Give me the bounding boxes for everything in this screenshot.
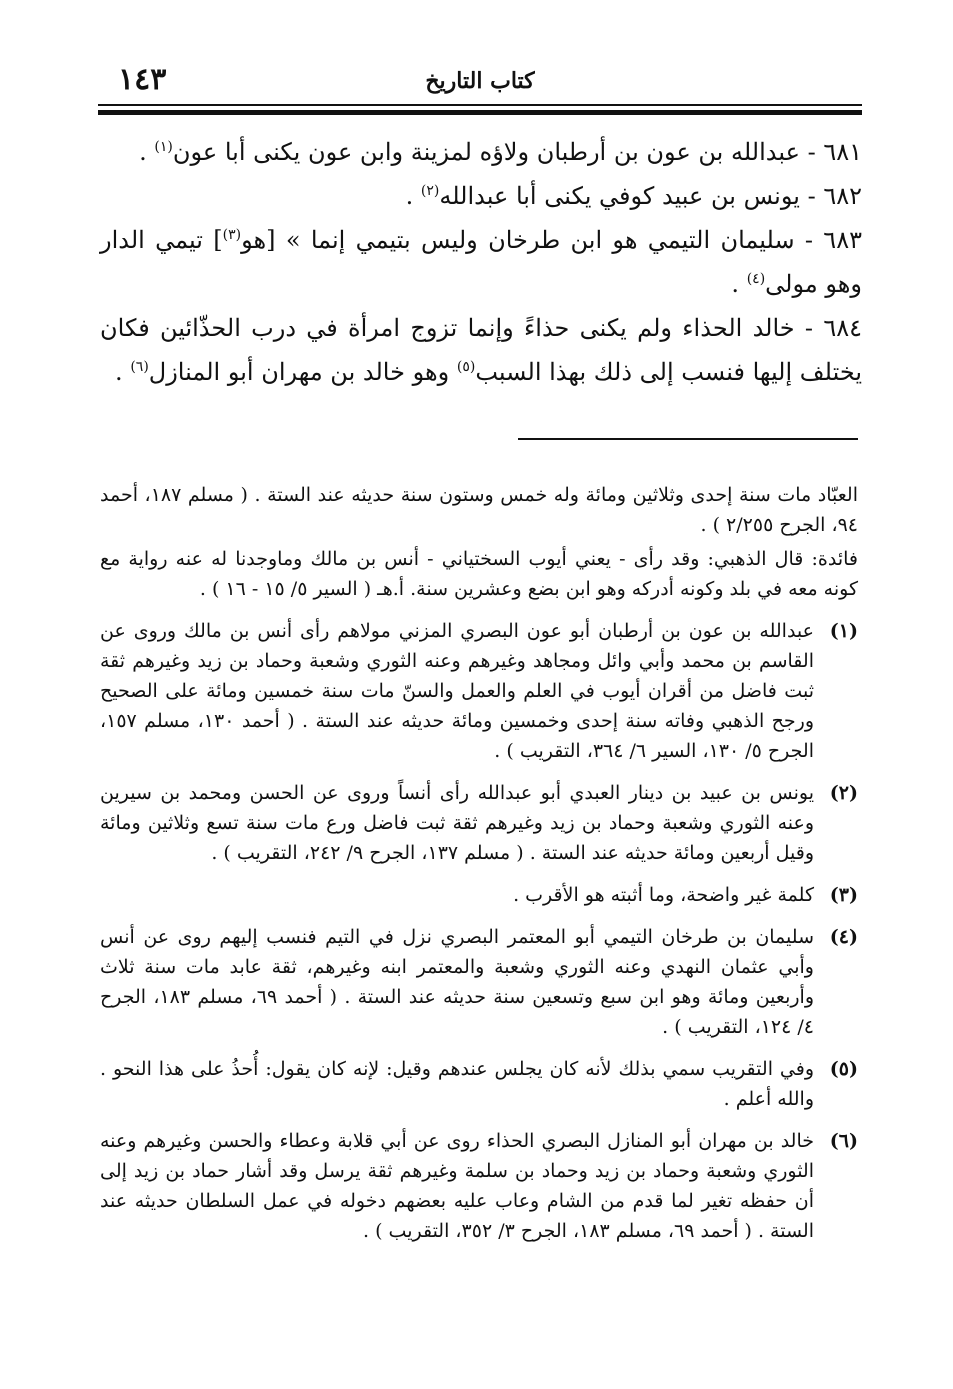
footnote-3	[100, 880, 858, 910]
entry-text: خالد الحذاء ولم يكنى حذاءً وإنما تزوج امرأة في درب الحذّائين فكان يختلف إليها فنسب إلى ذلك بهذا السبب	[100, 314, 862, 386]
footnote-5	[100, 1054, 858, 1114]
carryover-note	[100, 480, 858, 604]
footnote-ref: (٦)	[130, 359, 149, 375]
footnote-text: يونس بن عبيد بن دينار العبدي أبو عبدالله رأى أنساً وروى عن الحسن ومحمد بن سيرين وعنه الثوري وشعبة وحماد بن زيد وغيرهم ثقة ثبت فاضل ورع مات سنة تسع وثلاثين ومائة وقيل أربعين ومائة حديثه عند الستة . ( مسلم ١٣٧، الجرح ٩/ ٢٤٢، التقريب ) .	[100, 782, 814, 864]
footnote-ref: (٤)	[746, 271, 766, 287]
entry-text: يونس بن عبيد كوفي يكنى أبا عبدالله	[439, 182, 800, 210]
entry-end: .	[731, 270, 747, 298]
footnote-text: وفي التقريب سمي بذلك لأنه كان يجلس عندهم وقيل: لإنه كان يقول: أُحذُ على هذا النحو . والله أعلم .	[100, 1058, 814, 1110]
header-rule-thin	[98, 104, 862, 106]
entry-end: .	[139, 138, 155, 166]
footnote-ref: (١)	[154, 139, 173, 155]
footnote-text: عبدالله بن عون بن أرطبان أبو عون البصري المزني مولاهم رأى أنس بن مالك وروى عن القاسم بن محمد وأبي وائل ومجاهد وغيرهم وعنه الثوري وشعبة وحماد بن زيد وغيرهم ثقة ثبت فاضل من أقران أيوب في العلم والعمل والسنّ مات سنة خمسين ومائة على الصحيح ورجح الذهبي وفاته سنة إحدى وخمسين ومائة حديثه عند الستة . ( أحمد ١٣٠، مسلم ١٥٧، الجرح ٥/ ١٣٠، السير ٦/ ٣٦٤، التقريب ) .	[100, 620, 814, 762]
footnote-text: كلمة غير واضحة، وما أثبته هو الأقرب .	[513, 884, 814, 906]
carryover-paragraph: فائدة: قال الذهبي: وقد رأى - يعني أيوب السختياني - أنس بن مالك وماوجدنا له عنه رواية مع كونه معه في بلد وكونه أدركه وهو ابن بضع وعشرين سنة. أ.هـ ( السير ٥/ ١٥ - ١٦ ) .	[100, 548, 858, 600]
footnotes-section	[100, 480, 858, 1246]
entry-end: .	[115, 358, 131, 386]
footnote-1	[100, 616, 858, 766]
footnote-ref: (٢)	[420, 183, 440, 199]
main-text	[100, 130, 862, 394]
footnote-divider	[518, 438, 858, 440]
entry-number: ٦٨٣	[823, 226, 862, 254]
footnote-4	[100, 922, 858, 1042]
entry-continuation: وهو خالد بن مهران أبو المنازل	[148, 358, 457, 386]
entry-number: ٦٨٢	[823, 182, 862, 210]
entry-text: سليمان التيمي هو ابن طرخان وليس بتيمي إنما » [هو	[241, 226, 795, 254]
footnote-marker: (١)	[829, 620, 858, 642]
header-rule-thick	[98, 110, 862, 115]
entry-682	[100, 174, 862, 218]
entry-dash: -	[799, 138, 816, 166]
entry-number: ٦٨٤	[823, 314, 862, 342]
footnote-marker: (٢)	[829, 782, 858, 804]
footnote-marker: (٦)	[829, 1130, 858, 1152]
footnote-marker: (٥)	[829, 1058, 858, 1080]
entry-681	[100, 130, 862, 174]
entry-684	[100, 306, 862, 394]
entry-dash: -	[794, 226, 813, 254]
entry-text: عبدالله بن عون بن أرطبان ولاؤه لمزينة وابن عون يكنى أبا عون	[172, 138, 800, 166]
page-number: ١٤٣	[118, 62, 167, 97]
entry-end: .	[405, 182, 421, 210]
entry-continuation: ] تيمي الدار وهو مولى	[100, 226, 862, 298]
entry-683	[100, 218, 862, 306]
footnote-6	[100, 1126, 858, 1246]
entry-dash: -	[794, 314, 814, 342]
footnote-text: سليمان بن طرخان التيمي أبو المعتمر البصري نزل في التيم فنسب إليهم روى عن أنس وأبي عثمان النهدي وعنه الثوري وشعبة والمعتمر ابنه وغيرهم، ثقة عابد مات سنة ثلاث وأربعين ومائة وهو ابن سبع وتسعين سنة حديثه عند الستة . ( أحمد ٦٩، مسلم ١٨٣، الجرح ٤/ ١٢٤، التقريب ) .	[100, 926, 814, 1038]
entry-number: ٦٨١	[823, 138, 862, 166]
running-title: كتاب التاريخ	[425, 68, 535, 94]
carryover-paragraph: العبّاد مات سنة إحدى وثلاثين ومائة وله خمس وستون سنة حديثه عند الستة . ( مسلم ١٨٧، أحمد ٩٤، الجرح ٢/٢٥٥ ) .	[100, 484, 858, 536]
footnote-ref: (٣)	[222, 227, 242, 243]
entry-dash: -	[799, 182, 816, 210]
page-header	[100, 58, 860, 106]
footnote-2	[100, 778, 858, 868]
footnote-marker: (٤)	[829, 926, 858, 948]
footnote-text: خالد بن مهران أبو المنازل البصري الحذاء روى عن أبي قلابة وعطاء والحسن وغيرهم وعنه الثوري وشعبة وحماد بن زيد وحماد بن سلمة وغيرهم ثقة يرسل وقد أشار حماد بن زيد إلى أن حفظه تغير لما قدم من الشام وعاب عليه بعضهم دخوله في عمل السلطان حديثه عند الستة . ( أحمد ٦٩، مسلم ١٨٣، الجرح ٣/ ٣٥٢، التقريب ) .	[100, 1130, 814, 1242]
footnote-marker: (٣)	[829, 884, 858, 906]
footnote-ref: (٥)	[456, 359, 476, 375]
